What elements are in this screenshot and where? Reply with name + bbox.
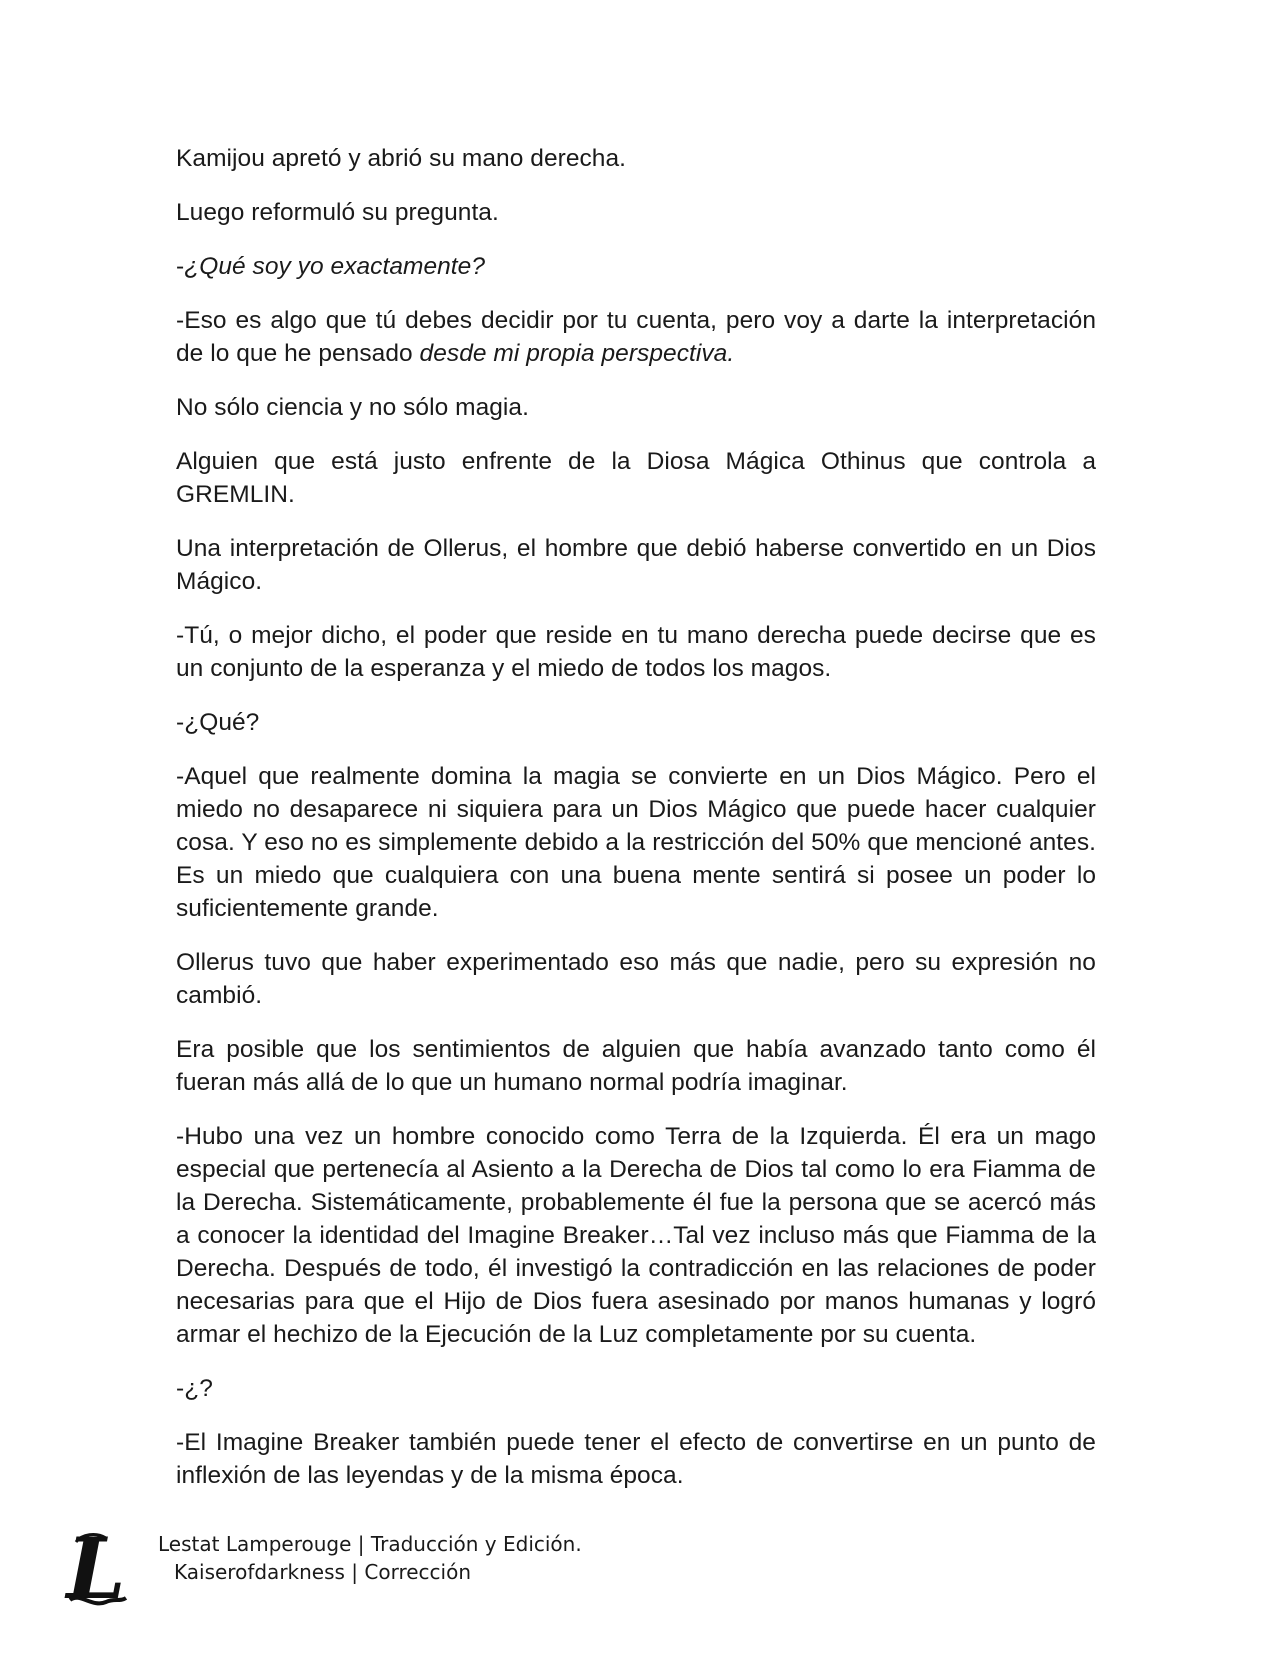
text-segment: -El Imagine Breaker también puede tener el efecto de convertirse en un punto de inflexión de las leyendas y de la misma época. bbox=[176, 1429, 1096, 1489]
text-segment: -¿Qué? bbox=[176, 709, 260, 736]
paragraph bbox=[176, 706, 1096, 739]
text-segment: -Eso es algo que tú debes decidir por tu cuenta, pero voy a darte la interpretación de lo que he pensado bbox=[176, 307, 1096, 367]
paragraph bbox=[176, 532, 1096, 598]
text-segment: -Aquel que realmente domina la magia se convierte en un Dios Mágico. Pero el miedo no desaparece ni siquiera para un Dios Mágico que puede hacer cualquier cosa. Y eso no es simplemente debido a la restricción del 50% que mencioné antes. Es un miedo que cualquiera con una buena mente sentirá si posee un poder lo suficientemente grande. bbox=[176, 763, 1096, 922]
gothic-l-logo-icon bbox=[62, 1528, 130, 1610]
paragraph bbox=[176, 142, 1096, 175]
italic-text: ¿Qué soy yo exactamente? bbox=[184, 253, 486, 280]
paragraph bbox=[176, 760, 1096, 925]
italic-text: desde mi propia perspectiva. bbox=[419, 340, 735, 367]
text-segment: -Hubo una vez un hombre conocido como Terra de la Izquierda. Él era un mago especial que pertenecía al Asiento a la Derecha de Dios tal como lo era Fiamma de la Derecha. Sistemáticamente, probablemente él fue la persona que se acercó más a conocer la identidad del Imagine Breaker…Tal vez incluso más que Fiamma de la Derecha. Después de todo, él investigó la contradicción en las relaciones de poder necesarias para que el Hijo de Dios fuera asesinado por manos humanas y logró armar el hechizo de la Ejecución de la Luz completamente por su cuenta. bbox=[176, 1123, 1096, 1348]
paragraph bbox=[176, 445, 1096, 511]
credit-translation: Lestat Lamperouge | Traducción y Edición. bbox=[158, 1532, 582, 1556]
text-segment: - bbox=[176, 253, 185, 280]
text-segment: -¿? bbox=[176, 1375, 213, 1402]
paragraph bbox=[176, 196, 1096, 229]
text-segment: Una interpretación de Ollerus, el hombre que debió haberse convertido en un Dios Mágico. bbox=[176, 535, 1096, 595]
text-segment: Alguien que está justo enfrente de la Diosa Mágica Othinus que controla a GREMLIN. bbox=[176, 448, 1096, 508]
text-segment: No sólo ciencia y no sólo magia. bbox=[176, 394, 529, 421]
paragraph bbox=[176, 1033, 1096, 1099]
paragraph bbox=[176, 946, 1096, 1012]
document-body bbox=[176, 142, 1096, 1513]
paragraph bbox=[176, 1120, 1096, 1351]
paragraph bbox=[176, 1372, 1096, 1405]
paragraph bbox=[176, 391, 1096, 424]
text-segment: Luego reformuló su pregunta. bbox=[176, 199, 499, 226]
logo-letter: L bbox=[66, 1528, 126, 1610]
paragraph bbox=[176, 1426, 1096, 1492]
page-footer bbox=[62, 1528, 762, 1618]
text-segment: -Tú, o mejor dicho, el poder que reside en tu mano derecha puede decirse que es un conjunto de la esperanza y el miedo de todos los magos. bbox=[176, 622, 1096, 682]
paragraph bbox=[176, 619, 1096, 685]
text-segment: Era posible que los sentimientos de alguien que había avanzado tanto como él fueran más allá de lo que un humano normal podría imaginar. bbox=[176, 1036, 1096, 1096]
text-segment: Ollerus tuvo que haber experimentado eso más que nadie, pero su expresión no cambió. bbox=[176, 949, 1096, 1009]
text-segment: Kamijou apretó y abrió su mano derecha. bbox=[176, 145, 627, 172]
paragraph bbox=[176, 304, 1096, 370]
paragraph bbox=[176, 250, 1096, 283]
credit-correction: Kaiserofdarkness | Corrección bbox=[174, 1560, 472, 1584]
